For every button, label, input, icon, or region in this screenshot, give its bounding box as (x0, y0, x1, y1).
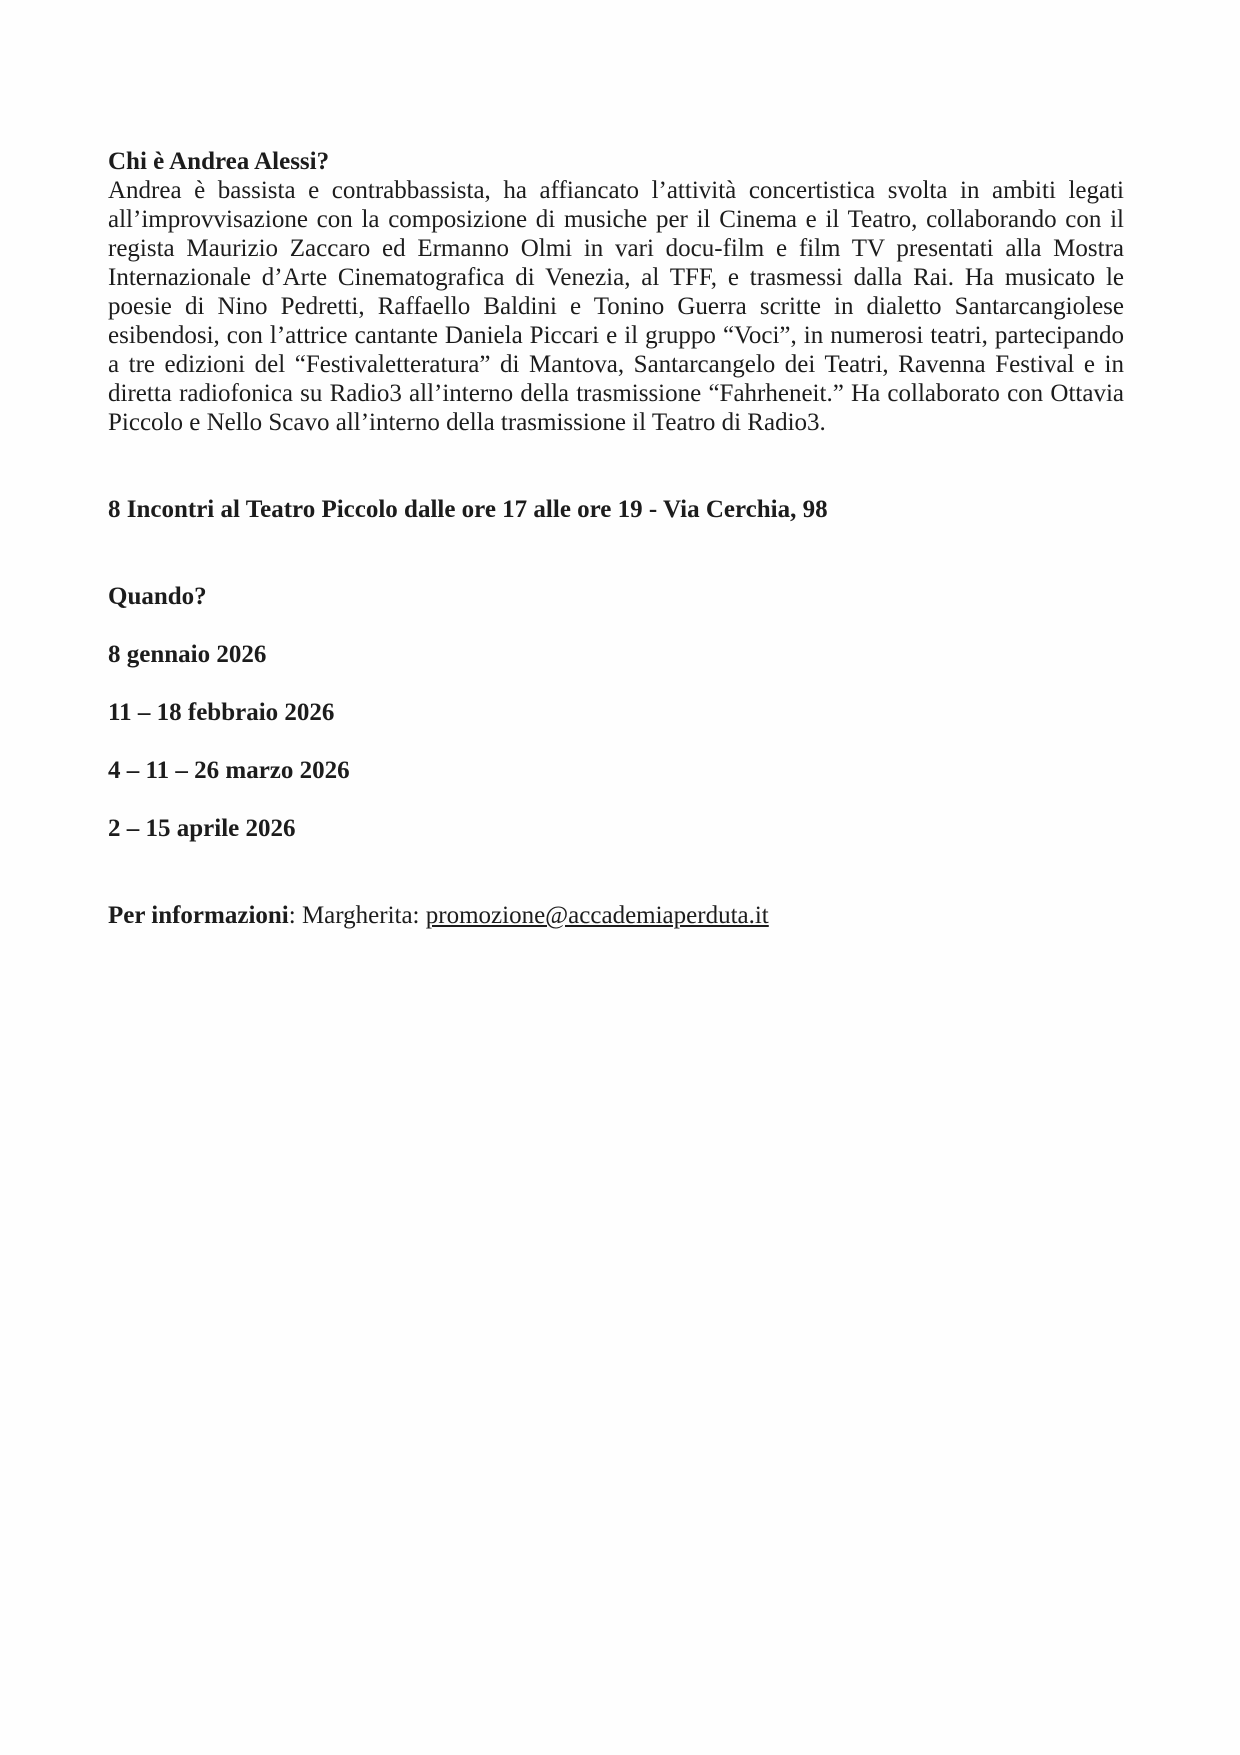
bio-paragraph: Andrea è bassista e contrabbassista, ha affiancato l’attività concertistica svolta in ambiti legati all’improvvisazione con la composizione di musiche per il Cinema e il Teatro, collaborando con il regista Maurizio Zaccaro ed Ermanno Olmi in vari docu-film e film TV presentati alla Mostra Internazionale d’Arte Cinematografica di Venezia, al TFF, e trasmessi dalla Rai. Ha musicato le poesie di Nino Pedretti, Raffaello Baldini e Tonino Guerra scritte in dialetto Santarcangiolese esibendosi, con l’attrice cantante Daniela Piccari e il gruppo “Voci”, in numerosi teatri, partecipando a tre edizioni del “Festivaletteratura” di Mantova, Santarcangelo dei Teatri, Ravenna Festival e in diretta radiofonica su Radio3 all’interno della trasmissione “Fahrheneit.” Ha collaborato con Ottavia Piccolo e Nello Scavo all’interno della trasmissione il Teatro di Radio3. (108, 177, 1124, 436)
quando-heading: Quando? (108, 583, 207, 610)
date-line-gennaio: 8 gennaio 2026 (108, 641, 267, 668)
incontri-line: 8 Incontri al Teatro Piccolo dalle ore 17 alle ore 19 - Via Cerchia, 98 (108, 496, 828, 523)
info-middle-text: : Margherita: (288, 902, 426, 929)
date-line-marzo: 4 – 11 – 26 marzo 2026 (108, 757, 350, 784)
email-link[interactable]: promozione@accademiaperduta.it (425, 902, 769, 929)
date-line-febbraio: 11 – 18 febbraio 2026 (108, 699, 335, 726)
bio-heading: Chi è Andrea Alessi? (108, 148, 330, 175)
date-line-aprile: 2 – 15 aprile 2026 (108, 815, 296, 842)
info-line (108, 901, 1124, 930)
info-label: Per informazioni (108, 902, 289, 929)
